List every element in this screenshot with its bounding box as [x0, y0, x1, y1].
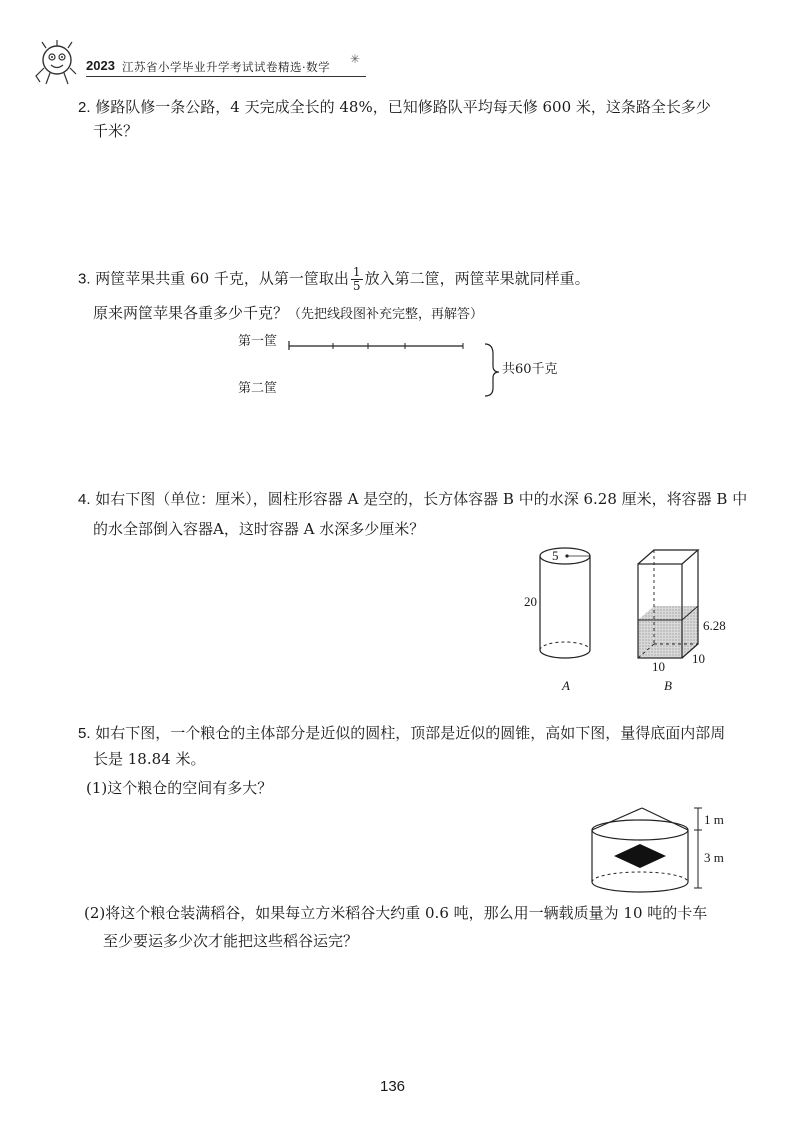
header-decoration: ✳: [350, 52, 361, 66]
q5-part1: (1)这个粮仓的空间有多大？: [86, 779, 273, 797]
granary-bottom-front: [592, 882, 688, 892]
q4-container-b-label: B: [664, 678, 672, 693]
q5-cylinder-height-label: 3 m: [704, 850, 724, 865]
q4-cuboid-figure: [630, 540, 720, 670]
q4-height-label: 20: [524, 594, 537, 609]
q3-brace: [485, 344, 499, 396]
q3-frac-num: 1: [352, 265, 361, 279]
q2-text: 修路队修一条公路，4 天完成全长的 48%，已知修路队平均每天修 600 米，这条路全长多少: [95, 98, 711, 116]
cone-right: [642, 808, 688, 830]
q3-segment-diagram: [285, 330, 505, 400]
cylinder-bottom-back: [540, 642, 590, 650]
q5-text: 如右下图，一个粮仓的主体部分是近似的圆柱，顶部是近似的圆锥，高如下图，量得底面内部周: [95, 724, 726, 742]
q3-basket2-label: 第二筐: [238, 381, 278, 396]
q5-line2: 长是 18.84 米。: [93, 750, 206, 768]
q5-granary-figure: [590, 800, 720, 900]
q3-line1: [78, 266, 590, 293]
q4-container-a-label: A: [562, 678, 570, 693]
q3-note: （先把线段图补充完整，再解答）: [288, 307, 484, 322]
q2-line1: [78, 96, 711, 119]
q3-number: 3.: [78, 270, 91, 288]
q4-text: 如右下图（单位：厘米），圆柱形容器 A 是空的，长方体容器 B 中的水深 6.28 厘米，将容器 B 中: [95, 490, 748, 508]
granary-window: [614, 844, 666, 868]
q3-fraction: [351, 266, 363, 293]
q5-line1: [78, 722, 725, 745]
q4-radius-label: 5: [552, 548, 559, 563]
q5-cone-height-label: 1 m: [704, 812, 724, 827]
q4-number: 4.: [78, 491, 91, 508]
header-title: 江苏省小学毕业升学考试试卷精选·数学: [122, 60, 331, 74]
q5-part2-line2: 至少要运多少次才能把这些稻谷运完？: [103, 932, 359, 950]
mascot-icon: [30, 38, 80, 86]
q3-line2: [93, 302, 483, 326]
q4-line2: 的水全部倒入容器A，这时容器 A 水深多少厘米？: [93, 520, 425, 538]
header-rule: [86, 76, 366, 77]
granary-bottom-back: [592, 872, 688, 882]
page-number: 136: [380, 1078, 406, 1095]
q3-text-after: 放入第二筐，两筐苹果就同样重。: [364, 269, 590, 288]
cuboid-top-face: [638, 550, 698, 564]
q5-part2-line1: (2)将这个粮仓装满稻谷，如果每立方米稻谷大约重 0.6 吨，那么用一辆载质量为 10 吨的卡车: [84, 904, 708, 922]
q5-number: 5.: [78, 725, 91, 742]
q2-number: 2.: [78, 99, 91, 116]
q3-text-before: 两筐苹果共重 60 千克，从第一筐取出: [95, 269, 349, 288]
cylinder-bottom-front: [540, 650, 590, 658]
q4-cylinder-figure: [520, 540, 610, 690]
q3-frac-den: 5: [352, 279, 361, 293]
q3-basket1-label: 第一筐: [238, 334, 278, 349]
q4-depth-label: 6.28: [703, 618, 726, 633]
q3-question: 原来两筐苹果各重多少千克？: [93, 304, 289, 322]
q4-width-label: 10: [692, 651, 705, 666]
q3-total-label: 共60千克: [502, 362, 558, 377]
q4-length-label: 10: [652, 659, 665, 674]
q2-line2: 千米？: [93, 122, 139, 140]
header-year: 2023: [86, 58, 115, 73]
header-mascot: [30, 38, 80, 86]
cone-left: [592, 808, 642, 830]
q4-line1: [78, 488, 747, 511]
